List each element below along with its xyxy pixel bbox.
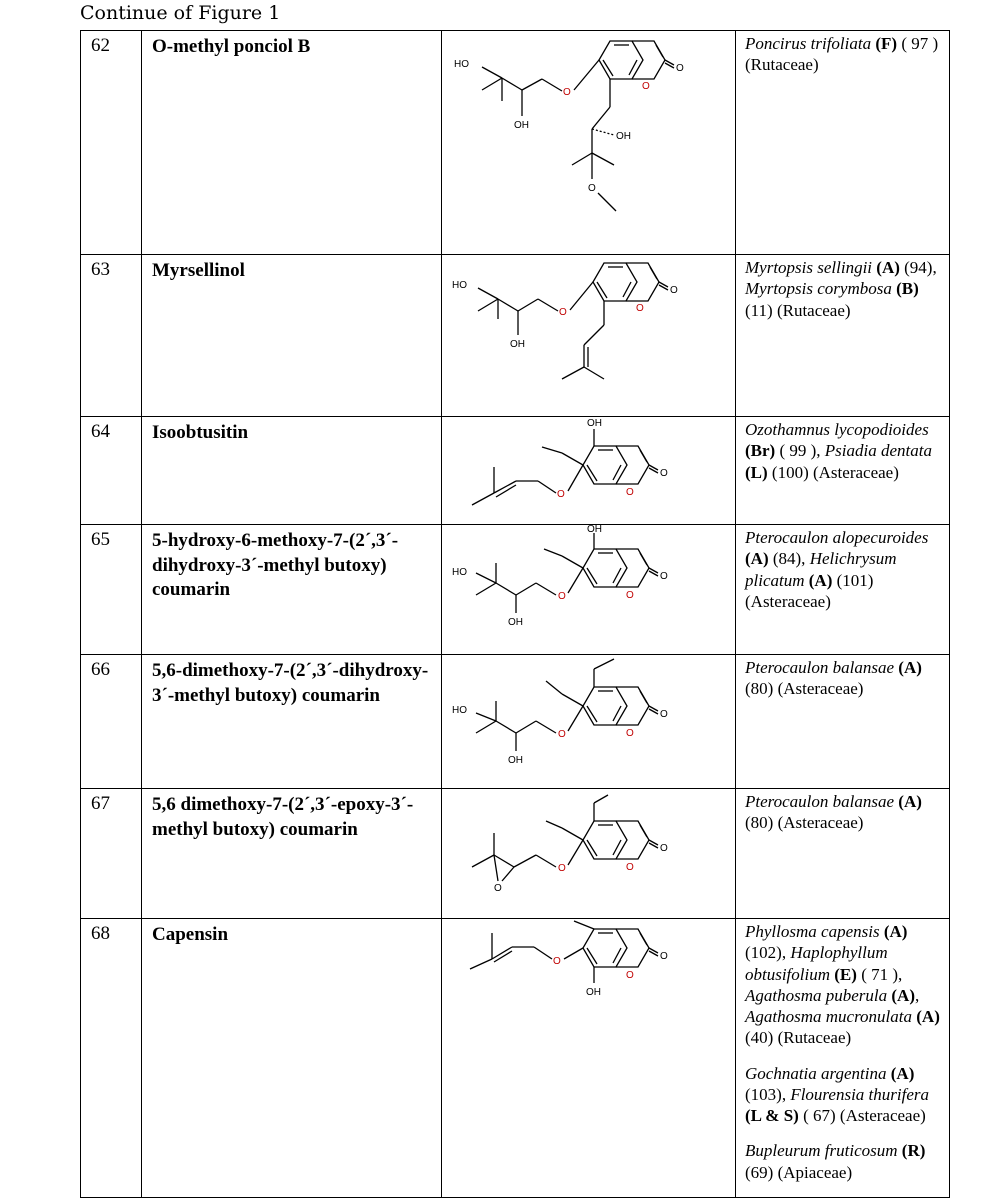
- ring-oxygen-label: O: [626, 728, 634, 739]
- structure-64: [442, 417, 735, 523]
- plant-part: (L & S): [745, 1106, 799, 1125]
- species-name: Agathosma mucronulata: [745, 1007, 913, 1026]
- compound-name: Isoobtusitin: [142, 417, 442, 525]
- structure-cell: [442, 525, 736, 655]
- ether-oxygen-label: O: [558, 729, 566, 740]
- plant-part: (A): [916, 1007, 940, 1026]
- plant-part: (A): [898, 792, 922, 811]
- plant-part: (A): [808, 570, 833, 590]
- epoxide-oxygen-label: O: [494, 883, 502, 894]
- ring-oxygen-label: O: [626, 590, 634, 601]
- source-paragraph: [745, 657, 943, 700]
- source-cell: [736, 255, 950, 417]
- ether-oxygen-label: O: [558, 591, 566, 602]
- source-text: ( 99 ),: [775, 441, 825, 461]
- table-row: [81, 255, 950, 417]
- structure-cell: [442, 655, 736, 789]
- carbonyl-oxygen-label: O: [676, 63, 684, 74]
- ether-oxygen-label: O: [559, 307, 567, 318]
- structure-65: [442, 525, 735, 653]
- hydroxyl-label: OH: [586, 987, 601, 998]
- species-name: Phyllosma capensis: [745, 922, 880, 941]
- species-name: Bupleurum fruticosum: [745, 1141, 898, 1161]
- source-text: ( 97 ) (Rutaceae): [745, 34, 939, 75]
- source-cell: [736, 31, 950, 255]
- figure-caption: Continue of Figure 1: [80, 2, 281, 24]
- hydroxyl-label: OH: [508, 617, 523, 628]
- source-text: (11) (Rutaceae): [745, 300, 851, 320]
- hydroxyl-label: OH: [616, 131, 631, 142]
- species-name: Myrtopsis sellingii: [745, 258, 873, 277]
- source-text: (94),: [899, 258, 937, 277]
- structure-68: [442, 919, 735, 1189]
- source-cell: [736, 417, 950, 525]
- source-text: (40) (Rutaceae): [745, 1028, 852, 1048]
- structure-cell: [442, 789, 736, 919]
- compound-number: 64: [81, 417, 142, 525]
- compound-name: O-methyl ponciol B: [142, 31, 442, 255]
- plant-part: (E): [834, 964, 857, 984]
- carbonyl-oxygen-label: O: [660, 468, 668, 479]
- species-name: Pterocaulon balansae: [745, 792, 895, 811]
- hydroxyl-label: OH: [587, 525, 602, 535]
- table-row: [81, 919, 950, 1198]
- source-paragraph: [745, 791, 943, 834]
- species-name: Poncirus trifoliata: [745, 34, 872, 53]
- source-paragraph: [745, 257, 943, 321]
- structure-cell: [442, 31, 736, 255]
- source-text: (102),: [745, 943, 791, 963]
- table-row: [81, 417, 950, 525]
- compound-number: 62: [81, 31, 142, 255]
- hydroxyl-label: OH: [508, 755, 523, 766]
- structure-cell: [442, 417, 736, 525]
- table-row: [81, 789, 950, 919]
- species-name: Haplophyllum obtusifolium: [745, 943, 888, 984]
- structure-67: [442, 789, 735, 917]
- plant-part: (A): [898, 658, 922, 677]
- species-name: Ozothamnus lycopodioides: [745, 420, 929, 439]
- compound-number: 65: [81, 525, 142, 655]
- carbonyl-oxygen-label: O: [660, 843, 668, 854]
- source-paragraph: [745, 527, 943, 612]
- table-row: [81, 525, 950, 655]
- species-name: Pterocaulon balansae: [745, 658, 895, 677]
- plant-part: (A): [883, 922, 908, 941]
- source-text: ( 67) (Asteraceae): [798, 1106, 926, 1125]
- source-text: (84),: [768, 549, 810, 569]
- hydroxyl-label: HO: [454, 59, 469, 70]
- hydroxyl-label: OH: [514, 120, 529, 131]
- source-text: ( 71 ),: [856, 964, 903, 984]
- ether-oxygen-label: O: [553, 956, 561, 967]
- source-text: (69) (Apiaceae): [745, 1162, 853, 1182]
- carbonyl-oxygen-label: O: [660, 571, 668, 582]
- species-name: Helichrysum plicatum: [745, 549, 897, 590]
- hydroxyl-label: HO: [452, 280, 467, 291]
- source-text: ,: [915, 985, 920, 1005]
- compound-number: 66: [81, 655, 142, 789]
- species-name: Gochnatia argentina: [745, 1063, 887, 1083]
- compound-name: 5-hydroxy-6-methoxy-7-(2´,3´-dihydroxy-3´-methyl butoxy) coumarin: [142, 525, 442, 655]
- carbonyl-oxygen-label: O: [670, 285, 678, 296]
- table-row: [81, 655, 950, 789]
- source-text: (103),: [745, 1084, 791, 1104]
- ring-oxygen-label: O: [626, 970, 634, 981]
- plant-part: (A): [890, 1063, 915, 1083]
- plant-part: (B): [896, 279, 919, 299]
- ring-oxygen-label: O: [626, 487, 634, 498]
- species-name: Psiadia dentata: [824, 441, 932, 461]
- compound-table: [80, 30, 950, 1198]
- ring-oxygen-label: O: [636, 303, 644, 314]
- ether-oxygen-label: O: [563, 87, 571, 98]
- compound-number: 63: [81, 255, 142, 417]
- plant-part: (A): [891, 985, 915, 1005]
- plant-part: (Br): [745, 441, 776, 461]
- source-text: (101) (Asteraceae): [745, 570, 874, 611]
- hydroxyl-label: OH: [510, 339, 525, 350]
- species-name: Myrtopsis corymbosa: [745, 279, 892, 299]
- species-name: Flourensia thurifera: [790, 1084, 930, 1104]
- plant-part: (L): [745, 462, 768, 482]
- compound-name: 5,6-dimethoxy-7-(2´,3´-dihydroxy-3´-methyl butoxy) coumarin: [142, 655, 442, 789]
- ring-oxygen-label: O: [642, 81, 650, 92]
- carbonyl-oxygen-label: O: [660, 709, 668, 720]
- plant-part: (F): [875, 34, 898, 53]
- structure-62: [442, 31, 735, 253]
- methoxy-oxygen-label: O: [588, 183, 596, 194]
- ring-oxygen-label: O: [626, 862, 634, 873]
- ether-oxygen-label: O: [558, 863, 566, 874]
- plant-part: (R): [901, 1141, 926, 1161]
- source-paragraph: [745, 419, 943, 483]
- source-text: (100) (Asteraceae): [767, 462, 899, 482]
- source-text: (80) (Asteraceae): [745, 813, 864, 833]
- source-cell: [736, 789, 950, 919]
- compound-number: 67: [81, 789, 142, 919]
- compound-name: Capensin: [142, 919, 442, 1198]
- structure-63: [442, 255, 735, 415]
- source-text: (80) (Asteraceae): [745, 679, 864, 699]
- structure-66: [442, 655, 735, 787]
- compound-name: Myrsellinol: [142, 255, 442, 417]
- source-paragraph: [745, 33, 943, 76]
- source-cell: [736, 655, 950, 789]
- species-name: Pterocaulon alopecuroides: [745, 528, 929, 547]
- source-paragraph: [745, 921, 943, 1049]
- source-paragraph: [745, 1140, 943, 1183]
- source-paragraph: [745, 1063, 943, 1127]
- species-name: Agathosma puberula: [745, 985, 888, 1005]
- plant-part: (A): [745, 549, 769, 569]
- hydroxyl-label: HO: [452, 705, 467, 716]
- hydroxyl-label: OH: [587, 418, 602, 429]
- ether-oxygen-label: O: [557, 489, 565, 500]
- source-cell: [736, 525, 950, 655]
- compound-name: 5,6 dimethoxy-7-(2´,3´-epoxy-3´-methyl butoxy) coumarin: [142, 789, 442, 919]
- compound-number: 68: [81, 919, 142, 1198]
- plant-part: (A): [876, 258, 900, 277]
- table-row: [81, 31, 950, 255]
- structure-cell: [442, 919, 736, 1198]
- carbonyl-oxygen-label: O: [660, 951, 668, 962]
- hydroxyl-label: HO: [452, 567, 467, 578]
- structure-cell: [442, 255, 736, 417]
- source-cell: [736, 919, 950, 1198]
